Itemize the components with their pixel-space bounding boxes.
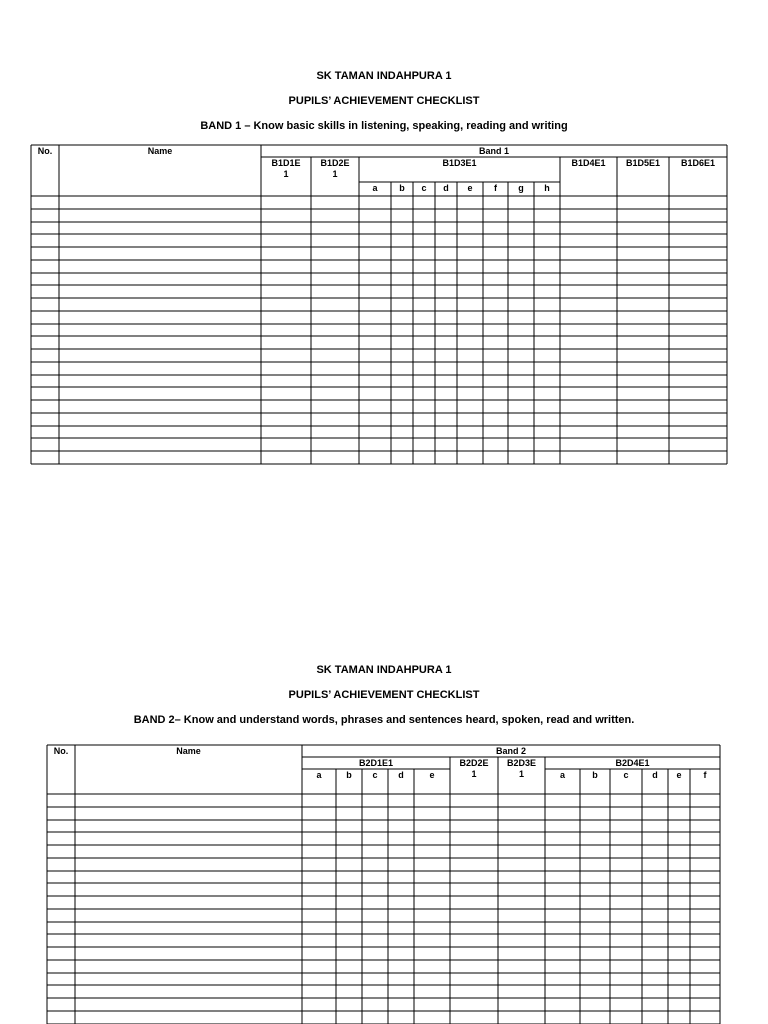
sub-column-label: f: [494, 183, 497, 193]
descriptor-label: B1D4E1: [571, 158, 606, 168]
sub-column-label: h: [544, 183, 550, 193]
school-name: SK TAMAN INDAHPURA 1: [316, 664, 452, 676]
band-header: Band 2: [495, 746, 527, 756]
band-title: BAND 1 – Know basic skills in listening, speaking, reading and writing: [200, 120, 568, 132]
name-column-header: Name: [176, 746, 201, 756]
descriptor-label: B1D3E1: [442, 158, 477, 168]
descriptor-label-line2: 1: [283, 169, 289, 179]
sub-column-label: e: [676, 770, 682, 780]
checklist-title: PUPILS’ ACHIEVEMENT CHECKLIST: [288, 689, 480, 701]
sub-column-label: g: [518, 183, 524, 193]
sub-column-label: d: [443, 183, 449, 193]
sub-column-label: d: [398, 770, 404, 780]
descriptor-label: B2D3E: [506, 758, 537, 768]
descriptor-label: B1D6E1: [680, 158, 716, 168]
descriptor-label-line2: 1: [471, 769, 477, 779]
sub-column-label: a: [559, 770, 566, 780]
band-title: BAND 2– Know and understand words, phrases and sentences heard, spoken, read and written.: [133, 714, 635, 726]
sub-column-label: c: [623, 770, 629, 780]
descriptor-label-line2: 1: [332, 169, 338, 179]
sub-column-label: b: [399, 183, 405, 193]
descriptor-label: B2D2E: [459, 758, 489, 768]
band-header: Band 1: [478, 146, 510, 156]
no-column-header: No.: [37, 146, 53, 156]
sub-column-label: a: [372, 183, 378, 193]
descriptor-label: B1D2E: [320, 158, 350, 168]
descriptor-label: B1D5E1: [625, 158, 661, 168]
name-column-header: Name: [147, 146, 173, 156]
sub-column-label: e: [429, 770, 435, 780]
sub-column-label: b: [592, 770, 598, 780]
sub-column-label: e: [467, 183, 473, 193]
descriptor-label: B2D1E1: [358, 758, 394, 768]
sub-column-label: f: [703, 770, 707, 780]
sub-column-label: c: [421, 183, 427, 193]
sub-column-label: b: [346, 770, 352, 780]
descriptor-label: B1D1E: [271, 158, 301, 168]
sub-column-label: c: [372, 770, 378, 780]
no-column-header: No.: [53, 746, 69, 756]
school-name: SK TAMAN INDAHPURA 1: [316, 70, 452, 82]
descriptor-label: B2D4E1: [615, 758, 650, 768]
sub-column-label: a: [316, 770, 322, 780]
descriptor-label-line2: 1: [518, 769, 525, 779]
sub-column-label: d: [652, 770, 658, 780]
checklist-title: PUPILS’ ACHIEVEMENT CHECKLIST: [288, 95, 480, 107]
